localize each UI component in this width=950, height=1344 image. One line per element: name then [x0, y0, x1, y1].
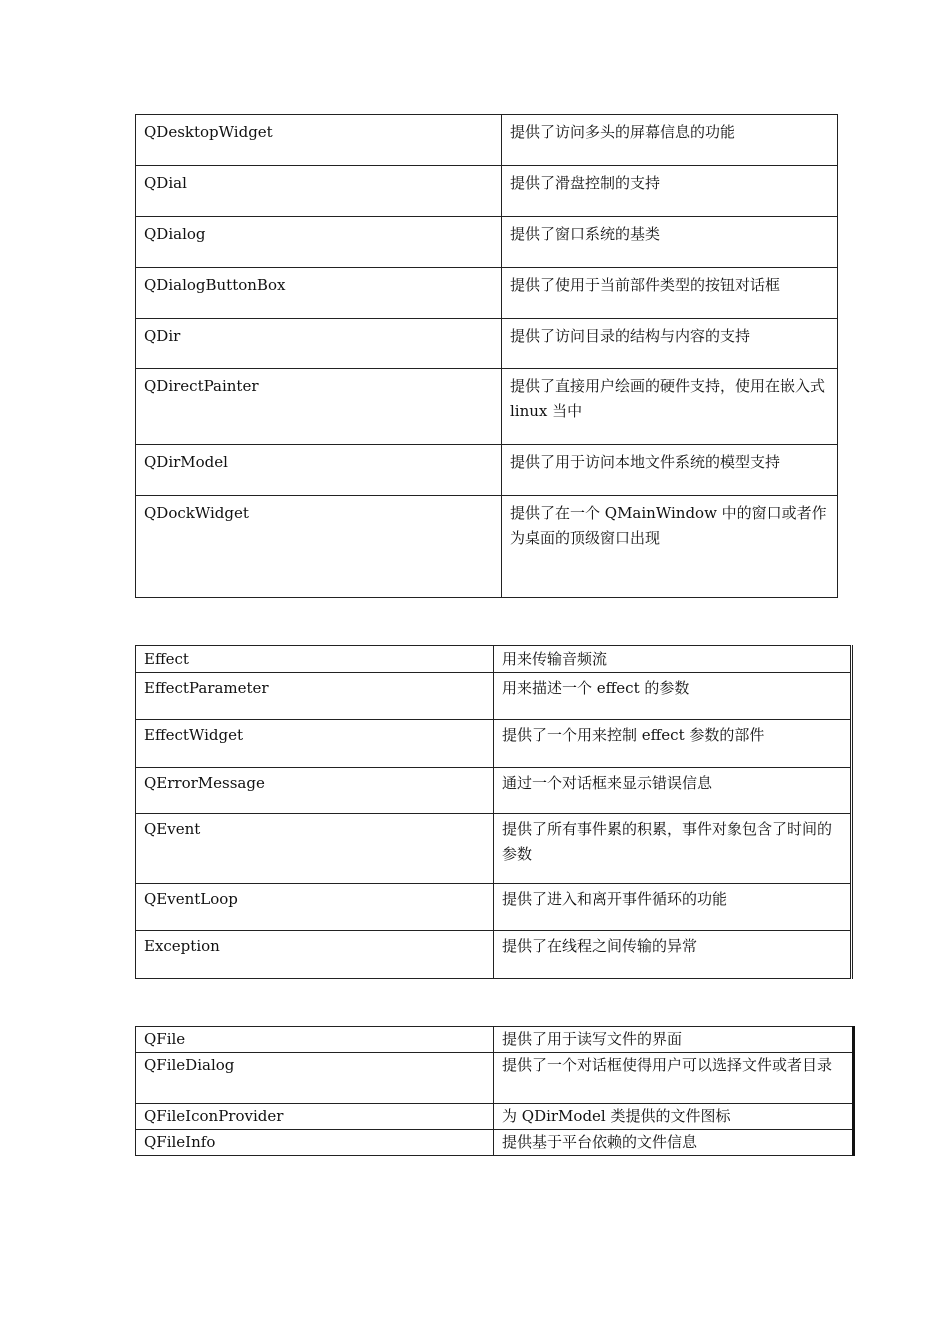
class-name: QFile	[136, 1027, 494, 1053]
table-row	[136, 1027, 854, 1053]
class-description: 提供了直接用户绘画的硬件支持，使用在嵌入式 linux 当中	[502, 369, 838, 445]
table-row	[136, 884, 852, 931]
class-description: 提供了一个用来控制 effect 参数的部件	[494, 720, 852, 768]
table-row	[136, 1104, 854, 1130]
class-name: QDirectPainter	[136, 369, 502, 445]
table-row	[136, 931, 852, 979]
table-row	[136, 646, 852, 673]
table-row	[136, 369, 838, 445]
class-name: QDialog	[136, 217, 502, 268]
class-description: 提供了一个对话框使得用户可以选择文件或者目录	[494, 1053, 854, 1104]
table-row	[136, 268, 838, 319]
class-description: 通过一个对话框来显示错误信息	[494, 768, 852, 814]
table-row	[136, 217, 838, 268]
class-name: QErrorMessage	[136, 768, 494, 814]
class-description: 用来传输音频流	[494, 646, 852, 673]
class-name: EffectWidget	[136, 720, 494, 768]
table-row	[136, 319, 838, 369]
class-name: QDockWidget	[136, 496, 502, 598]
class-description: 提供了滑盘控制的支持	[502, 166, 838, 217]
table-row	[136, 496, 838, 598]
class-description: 提供了窗口系统的基类	[502, 217, 838, 268]
class-name: QEventLoop	[136, 884, 494, 931]
table-row	[136, 1053, 854, 1104]
class-description: 提供了进入和离开事件循环的功能	[494, 884, 852, 931]
class-name: QDialogButtonBox	[136, 268, 502, 319]
class-description: 提供基于平台依赖的文件信息	[494, 1130, 854, 1156]
class-description: 提供了使用于当前部件类型的按钮对话框	[502, 268, 838, 319]
class-description: 提供了访问目录的结构与内容的支持	[502, 319, 838, 369]
table-row	[136, 445, 838, 496]
class-description: 为 QDirModel 类提供的文件图标	[494, 1104, 854, 1130]
class-name: QDial	[136, 166, 502, 217]
table-row	[136, 720, 852, 768]
table-row	[136, 768, 852, 814]
class-table-2	[135, 645, 853, 979]
class-description: 提供了在线程之间传输的异常	[494, 931, 852, 979]
table-row	[136, 673, 852, 720]
class-description: 提供了用于读写文件的界面	[494, 1027, 854, 1053]
class-name: QFileIconProvider	[136, 1104, 494, 1130]
class-description: 提供了访问多头的屏幕信息的功能	[502, 115, 838, 166]
class-name: EffectParameter	[136, 673, 494, 720]
class-name: QDesktopWidget	[136, 115, 502, 166]
class-description: 提供了所有事件累的积累，事件对象包含了时间的参数	[494, 814, 852, 884]
class-name: QFileDialog	[136, 1053, 494, 1104]
class-name: Exception	[136, 931, 494, 979]
class-name: QDirModel	[136, 445, 502, 496]
class-name: QDir	[136, 319, 502, 369]
class-description: 提供了用于访问本地文件系统的模型支持	[502, 445, 838, 496]
class-name: QFileInfo	[136, 1130, 494, 1156]
table-row	[136, 814, 852, 884]
table-row	[136, 166, 838, 217]
table-row	[136, 1130, 854, 1156]
class-table-3	[135, 1026, 855, 1156]
class-table-1	[135, 114, 838, 598]
class-description: 用来描述一个 effect 的参数	[494, 673, 852, 720]
class-name: QEvent	[136, 814, 494, 884]
class-name: Effect	[136, 646, 494, 673]
class-description: 提供了在一个 QMainWindow 中的窗口或者作为桌面的顶级窗口出现	[502, 496, 838, 598]
table-row	[136, 115, 838, 166]
